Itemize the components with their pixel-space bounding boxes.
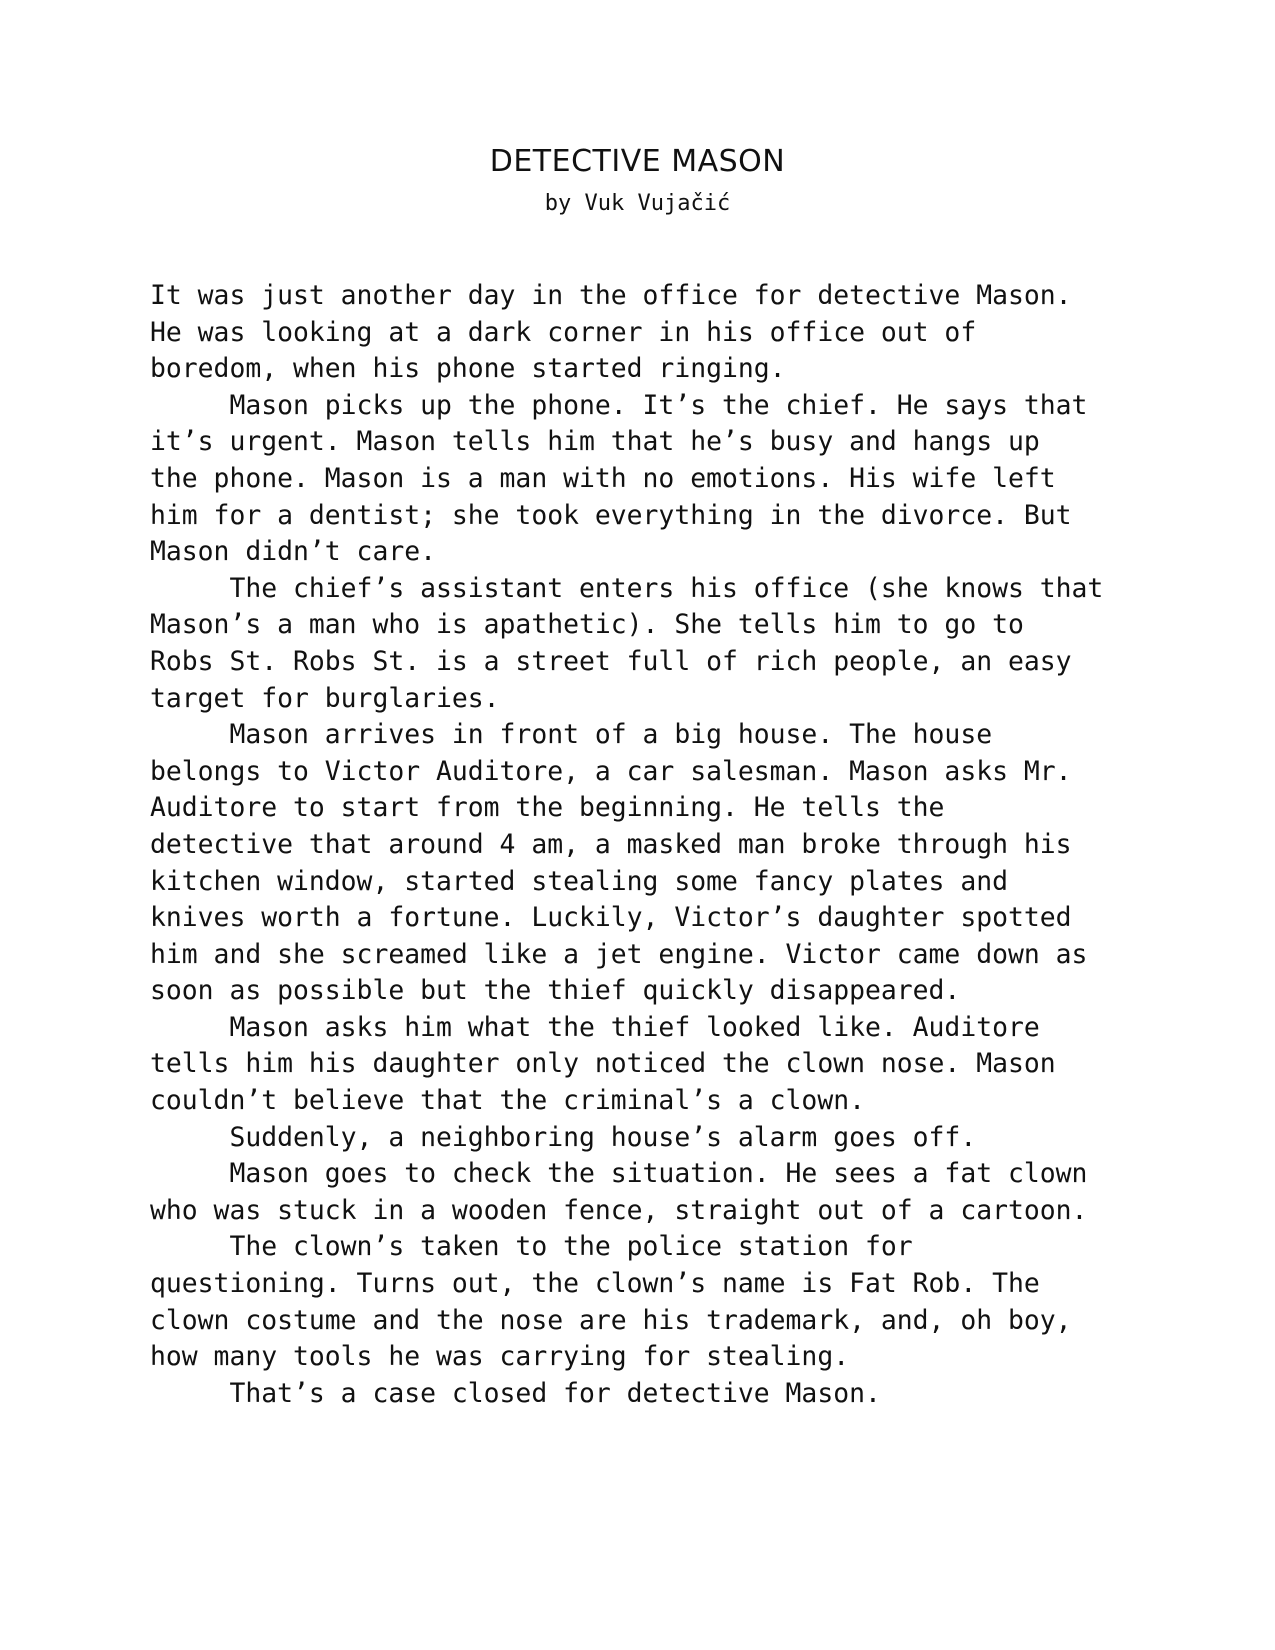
story-line: him and she screamed like a jet engine. Victor came down as — [150, 938, 1088, 970]
story-line: Mason goes to check the situation. He sees a fat clown — [150, 1158, 1088, 1190]
story-line: Robs St. Robs St. is a street full of rich people, an easy — [150, 645, 1072, 677]
story-line: Mason asks him what the thief looked like. Auditore — [150, 1011, 1040, 1043]
story-line: couldn’t believe that the criminal’s a clown. — [150, 1085, 865, 1117]
story-line: That’s a case closed for detective Mason. — [150, 1377, 881, 1409]
story-line: him for a dentist; she took everything in the divorce. But — [150, 499, 1072, 531]
story-line: kitchen window, started stealing some fancy plates and — [150, 865, 1008, 897]
story-line: the phone. Mason is a man with no emotions. His wife left — [150, 462, 1056, 494]
story-line: Suddenly, a neighboring house’s alarm goes off. — [150, 1121, 977, 1153]
story-line: The clown’s taken to the police station for — [150, 1231, 913, 1263]
story-line: belongs to Victor Auditore, a car salesman. Mason asks Mr. — [150, 755, 1072, 787]
story-line: Mason didn’t care. — [150, 536, 436, 568]
story-line: detective that around 4 am, a masked man broke through his — [150, 828, 1072, 860]
story-line: who was stuck in a wooden fence, straight out of a cartoon. — [150, 1194, 1088, 1226]
story-body — [150, 278, 1160, 1412]
document-title: DETECTIVE MASON — [489, 144, 786, 179]
story-line: boredom, when his phone started ringing. — [150, 353, 786, 385]
story-line: Mason picks up the phone. It’s the chief. He says that — [150, 389, 1088, 421]
story-line: Auditore to start from the beginning. He tells the — [150, 792, 945, 824]
story-line: knives worth a fortune. Luckily, Victor’s daughter spotted — [150, 902, 1072, 934]
story-line: The chief’s assistant enters his office (she knows that — [150, 572, 1104, 604]
story-line: questioning. Turns out, the clown’s name is Fat Rob. The — [150, 1268, 1040, 1300]
story-line: it’s urgent. Mason tells him that he’s busy and hangs up — [150, 426, 1040, 458]
story-line: how many tools he was carrying for stealing. — [150, 1341, 850, 1373]
story-line: target for burglaries. — [150, 682, 500, 714]
story-line: Mason’s a man who is apathetic). She tells him to go to — [150, 609, 1024, 641]
story-line: tells him his daughter only noticed the clown nose. Mason — [150, 1048, 1056, 1080]
story-line: He was looking at a dark corner in his office out of — [150, 316, 977, 348]
story-line: Mason arrives in front of a big house. The house — [150, 719, 993, 751]
story-line: soon as possible but the thief quickly disappeared. — [150, 975, 961, 1007]
author-byline: by Vuk Vujačić — [544, 191, 731, 216]
story-line: It was just another day in the office for detective Mason. — [150, 280, 1072, 311]
story-line: clown costume and the nose are his trademark, and, oh boy, — [150, 1304, 1072, 1336]
